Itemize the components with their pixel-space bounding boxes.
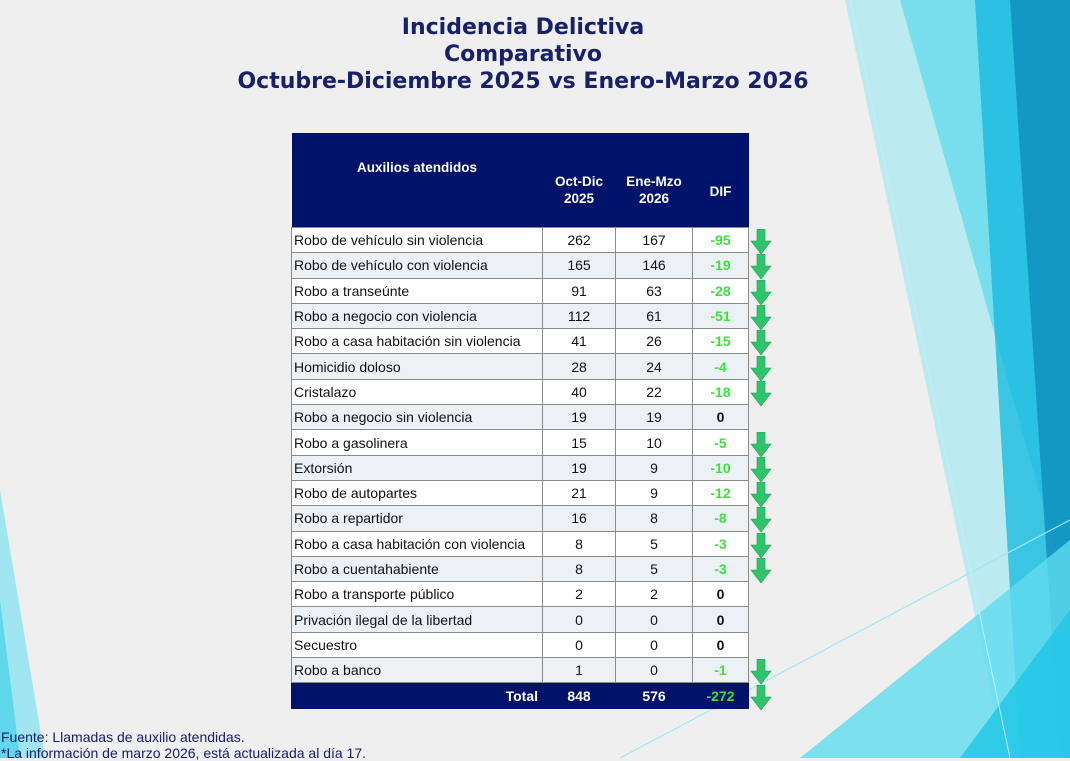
ene-mzo-value: 146 [616,253,693,278]
crime-label: Robo a banco [292,658,543,683]
table-row [292,228,749,253]
table-row [292,430,749,455]
ene-mzo-value: 10 [616,430,693,455]
oct-dic-value: 28 [543,354,616,379]
table-row [292,582,749,607]
ene-mzo-value: 24 [616,354,693,379]
ene-mzo-value: 19 [616,405,693,430]
arrow-down-icon [750,280,772,306]
dif-value: -12 [693,480,749,505]
table-row [292,480,749,505]
oct-dic-value: 112 [543,303,616,328]
oct-dic-value: 19 [543,405,616,430]
header-dif: DIF [693,133,749,228]
crime-label: Robo a transporte público [292,582,543,607]
dif-value: -95 [693,228,749,253]
arrow-down-icon [750,254,772,280]
arrow-down-icon [750,305,772,331]
crime-label: Robo a negocio con violencia [292,303,543,328]
table-row [292,354,749,379]
crime-label: Cristalazo [292,379,543,404]
arrow-down-icon [750,457,772,483]
dif-value: -4 [693,354,749,379]
oct-dic-value: 0 [543,632,616,657]
ene-mzo-value: 61 [616,303,693,328]
dif-value: -1 [693,658,749,683]
header-oct-dic: Oct-Dic 2025 [543,133,616,228]
ene-mzo-value: 0 [616,607,693,632]
crime-label: Extorsión [292,455,543,480]
table-row [292,607,749,632]
page-title: Incidencia Delictiva [401,15,645,40]
oct-dic-value: 16 [543,506,616,531]
arrow-down-icon [750,229,772,255]
dif-value: 0 [693,607,749,632]
crime-label: Secuestro [292,632,543,657]
arrow-down-icon [750,356,772,382]
table-row [292,531,749,556]
crime-label: Robo a casa habitación con violencia [292,531,543,556]
oct-dic-value: 21 [543,480,616,505]
ene-mzo-value: 26 [616,329,693,354]
table-row [292,556,749,581]
dif-value: 0 [693,582,749,607]
crime-label: Robo a repartidor [292,506,543,531]
arrow-down-icon [750,533,772,559]
dif-value: 0 [693,405,749,430]
source-note: Fuente: Llamadas de auxilio atendidas. [1,729,245,745]
period-heading: Octubre-Diciembre 2025 vs Enero-Marzo 2026 [237,69,809,94]
crime-label: Robo a gasolinera [292,430,543,455]
ene-mzo-value: 22 [616,379,693,404]
oct-dic-value: 91 [543,278,616,303]
dif-value: -19 [693,253,749,278]
crime-label: Robo a negocio sin violencia [292,405,543,430]
ene-mzo-value: 8 [616,506,693,531]
arrow-down-icon [750,432,772,458]
oct-dic-value: 2 [543,582,616,607]
crime-label: Robo de autopartes [292,480,543,505]
update-note: *La información de marzo 2026, está actualizada al día 17. [1,745,367,761]
ene-mzo-value: 9 [616,455,693,480]
oct-dic-value: 19 [543,455,616,480]
page-subtitle: Comparativo [444,42,602,67]
arrow-down-icon [750,507,772,533]
ene-mzo-value: 2 [616,582,693,607]
table-row [292,455,749,480]
total-label: Total [292,683,543,709]
dif-value: -28 [693,278,749,303]
table-row [292,506,749,531]
dif-value: -18 [693,379,749,404]
oct-dic-value: 165 [543,253,616,278]
oct-dic-value: 1 [543,658,616,683]
arrow-down-icon [750,685,772,711]
crime-label: Robo a transeúnte [292,278,543,303]
dif-value: -8 [693,506,749,531]
crime-label: Homicidio doloso [292,354,543,379]
table-row [292,278,749,303]
oct-dic-value: 41 [543,329,616,354]
oct-dic-value: 8 [543,556,616,581]
crime-label: Robo de vehículo sin violencia [292,228,543,253]
dif-value: -15 [693,329,749,354]
ene-mzo-value: 9 [616,480,693,505]
total-dif: -272 [693,683,749,709]
crime-label: Robo a casa habitación sin violencia [292,329,543,354]
arrow-down-icon [750,659,772,685]
oct-dic-value: 15 [543,430,616,455]
total-row [292,683,749,709]
dif-value: -10 [693,455,749,480]
table-row [292,303,749,328]
arrow-down-icon [750,482,772,508]
total-ene-mzo: 576 [616,683,693,709]
table-row [292,329,749,354]
ene-mzo-value: 5 [616,556,693,581]
table-row [292,405,749,430]
dif-value: -51 [693,303,749,328]
dif-value: -3 [693,531,749,556]
header-ene-mzo: Ene-Mzo 2026 [616,133,693,228]
table-row [292,658,749,683]
total-oct-dic: 848 [543,683,616,709]
ene-mzo-value: 63 [616,278,693,303]
oct-dic-value: 8 [543,531,616,556]
oct-dic-value: 262 [543,228,616,253]
dif-value: -5 [693,430,749,455]
table-row [292,253,749,278]
ene-mzo-value: 167 [616,228,693,253]
table-header-row [292,133,749,228]
table-row [292,379,749,404]
arrow-down-icon [750,381,772,407]
incidence-table [291,133,749,709]
crime-label: Privación ilegal de la libertad [292,607,543,632]
ene-mzo-value: 0 [616,658,693,683]
crime-label: Robo a cuentahabiente [292,556,543,581]
dif-value: 0 [693,632,749,657]
table-row [292,632,749,657]
header-auxilios: Auxilios atendidos [292,133,543,228]
crime-label: Robo de vehículo con violencia [292,253,543,278]
ene-mzo-value: 5 [616,531,693,556]
arrow-down-icon [750,558,772,584]
oct-dic-value: 0 [543,607,616,632]
oct-dic-value: 40 [543,379,616,404]
arrow-down-icon [750,330,772,356]
dif-value: -3 [693,556,749,581]
ene-mzo-value: 0 [616,632,693,657]
